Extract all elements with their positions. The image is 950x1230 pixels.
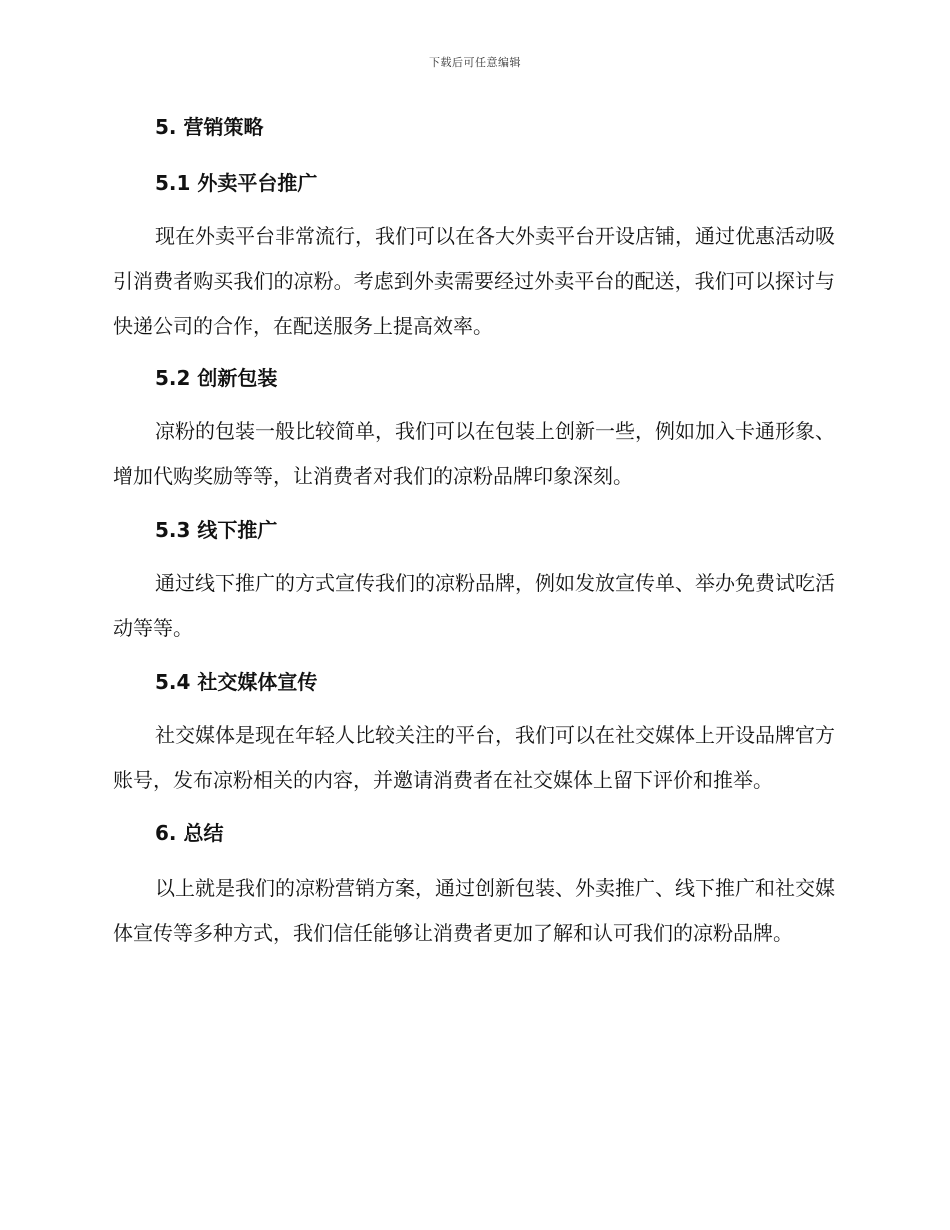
section-heading-offline-promotion: 5.3 线下推广 xyxy=(155,518,278,542)
document-body xyxy=(113,112,835,956)
paragraph-offline-promotion: 通过线下推广的方式宣传我们的凉粉品牌，例如发放宣传单、举办免费试吃活动等等。 xyxy=(113,571,835,640)
paragraph-takeout-promotion: 现在外卖平台非常流行，我们可以在各大外卖平台开设店铺，通过优惠活动吸引消费者购买我们的凉粉。考虑到外卖需要经过外卖平台的配送，我们可以探讨与快递公司的合作，在配送服务上提高效率。 xyxy=(113,224,835,338)
section-heading-marketing-strategy: 5. 营销策略 xyxy=(155,115,264,139)
section-heading-innovative-packaging: 5.2 创新包装 xyxy=(155,366,278,390)
paragraph-innovative-packaging: 凉粉的包装一般比较简单，我们可以在包装上创新一些，例如加入卡通形象、增加代购奖励等等，让消费者对我们的凉粉品牌印象深刻。 xyxy=(113,419,835,488)
section-heading-social-media: 5.4 社交媒体宣传 xyxy=(155,670,318,694)
section-heading-summary: 6. 总结 xyxy=(155,821,224,845)
section-heading-takeout-promotion: 5.1 外卖平台推广 xyxy=(155,171,318,195)
paragraph-social-media: 社交媒体是现在年轻人比较关注的平台，我们可以在社交媒体上开设品牌官方账号，发布凉粉相关的内容，并邀请消费者在社交媒体上留下评价和推举。 xyxy=(113,723,835,792)
header-note: 下载后可任意编辑 xyxy=(429,56,521,69)
paragraph-summary: 以上就是我们的凉粉营销方案，通过创新包装、外卖推广、线下推广和社交媒体宣传等多种方式，我们信任能够让消费者更加了解和认可我们的凉粉品牌。 xyxy=(113,876,835,945)
